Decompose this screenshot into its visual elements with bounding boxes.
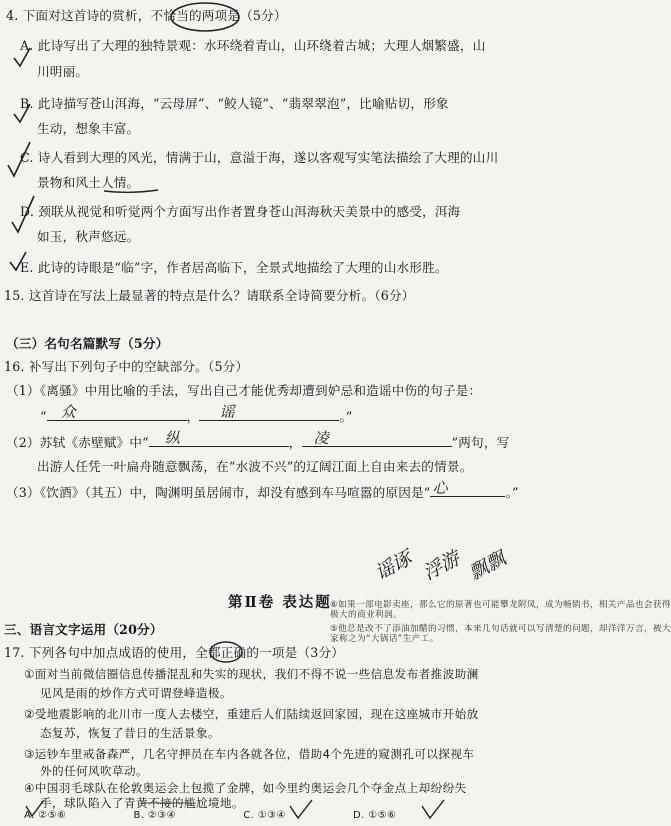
q16-line1-comma: ， [186,409,200,424]
answer-blank[interactable] [302,429,452,447]
q16-line3-prefix: （3）《饮酒》（其五）中，陶渊明虽居闹市，却没有感到车马喧嚣的原因是“ [6,485,431,500]
q17-option-c[interactable]: C. ①③④ [243,810,286,821]
q17-sentence-4b: 手，球队陷入了青黄不接的尴尬境地。 [40,796,244,810]
q17-options-row [24,810,396,822]
q15-stem: 15. 这首诗在写法上最显著的特点是什么？请联系全诗简要分析。（6分） [4,288,415,303]
q16-line1-open-quote: “ [40,409,47,424]
q14-option-c-line2: 景物和风土人情。 [37,175,140,190]
q17-sentence-6a: ⑥如果一部电影卖座，那么它的原著也可能攀龙附凤，成为畅销书，相关产品也会获得 [330,600,671,610]
q14-option-a-line2: 川明丽。 [37,64,89,79]
q17-sentence-1b: 见风是雨的炒作方式可谓登峰造极。 [40,686,232,700]
handwritten-answer-5: 心 [432,479,448,497]
q16-line3-suffix: 。” [505,485,519,500]
handwritten-answer-3: 纵 [164,429,180,447]
q16-line2-comma: ， [288,435,302,450]
q16-line3-row [6,479,519,501]
answer-blank[interactable] [430,479,505,497]
q17-option-a[interactable]: A. ②⑤⑥ [24,810,67,821]
q16-stem: 16. 补写出下列句子中的空缺部分。（5分） [4,359,249,374]
q16-line2-suffix: ”两句，写 [451,435,510,450]
q16-line2-continuation: 出游人任凭一叶扁舟随意飘荡，在“水波不兴”的辽阔江面上自由来去的情景。 [37,459,473,474]
q16-line2-prefix: （2）苏轼《赤壁赋》中“ [6,435,149,450]
answer-blank[interactable] [47,403,187,421]
q17-sentence-4a: ④中国羽毛球队在伦敦奥运会上包揽了金牌，如今里约奥运会几个夺金点上却纷纷失 [24,781,467,795]
q14-option-d-line2: 如玉，秋声悠远。 [37,229,140,244]
margin-note-1: 谣诼 [371,547,416,585]
part-2-heading: 第Ⅱ卷 表达题 [228,594,332,611]
q17-sentence-5b: 家称之为“大锅话”生产工。 [330,634,439,644]
q17-sentence-5a: ⑤他总是改不了添油加醋的习惯，本来几句话就可以写清楚的问题，却洋洋万言，被大 [330,624,671,634]
q14-option-a-line1: A. 此诗写出了大理的独特景观：水环绕着青山，山环绕着古城；大理人烟繁盛，山 [20,38,486,53]
q14-option-b-line2: 生动，想象丰富。 [37,121,140,136]
q16-line1-prompt: （1）《离骚》中用比喻的手法，写出自己才能优秀却遭到妒忌和造谣中伤的句子是： [6,383,482,398]
q17-stem: 17. 下列各句中加点成语的使用，全都正确的一项是（3分） [4,645,345,660]
section-3b-heading: 三、语言文字运用（20分） [4,622,163,637]
q14-option-b-line1: B. 此诗描写苍山洱海，“云母屏”、“鲛人镜”、“翡翠翠泡”，比喻贴切，形象 [20,96,449,111]
answer-blank[interactable] [149,429,289,447]
q14-option-e: E. 此诗的诗眼是“临”字，作者居高临下，全景式地描绘了大理的山水形胜。 [20,260,448,275]
margin-note-3: 飘飘 [465,547,510,585]
q14-stem: 4. 下面对这首诗的赏析，不恰当的两项是（5分） [6,8,287,23]
q17-sentence-3a: ③运钞车里戒备森严，几名守押员在车内各就各位，借助4个先进的窥测孔可以探视车 [24,747,475,761]
q14-option-c-line1: C. 诗人看到大理的风光，情满于山，意溢于海，遂以客观写实笔法描绘了大理的山川 [20,150,499,165]
q14-option-d-line1: D. 颈联从视觉和听觉两个方面写出作者置身苍山洱海秋天美景中的感受，洱海 [20,204,461,219]
q17-sentence-2b: 态复苏，恢复了昔日的生活景象。 [40,726,220,740]
handwritten-answer-1: 众 [60,403,76,421]
q17-option-b[interactable]: B. ②③④ [133,810,177,821]
q17-sentence-1a: ①面对当前微信圈信息传播混乱和失实的现状，我们不得不说一些信息发布者推波助澜 [24,667,479,681]
q16-line2-row [6,429,510,451]
q17-sentence-2a: ②受地震影响的北川市一度人去楼空，重建后人们陆续返回家园，现在这座城市开始放 [24,707,479,721]
handwritten-answer-4: 凌 [313,429,329,447]
q16-line1-close-quote: 。” [339,409,353,424]
q16-line1-answer-row [40,403,353,425]
q17-sentence-6b: 极大的商业利润。 [330,610,402,620]
q17-option-d[interactable]: D. ①⑤⑥ [353,810,397,821]
q17-sentence-3b: 外的任何风吹草动。 [40,764,148,778]
section-3-heading: （三）名句名篇默写（5分） [6,336,169,351]
handwritten-answer-2: 谣 [219,403,235,421]
answer-blank[interactable] [199,403,339,421]
margin-note-2: 浮游 [419,547,464,585]
